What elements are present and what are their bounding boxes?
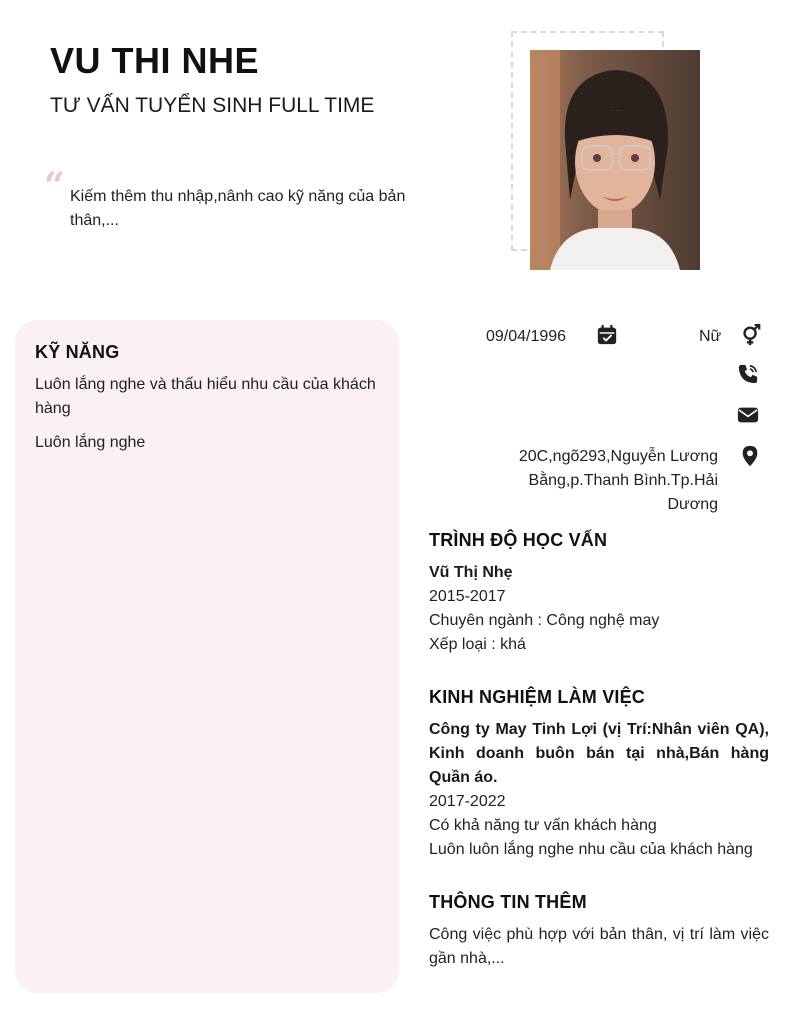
gender-icon bbox=[740, 324, 762, 346]
calendar-icon bbox=[596, 324, 618, 346]
education-major: Chuyên ngành : Công nghệ may bbox=[429, 612, 660, 629]
experience-detail: Luôn luôn lắng nghe nhu cầu của khách hàng bbox=[429, 841, 753, 858]
experience-period: 2017-2022 bbox=[429, 793, 506, 810]
experience-detail: Có khả năng tư vấn khách hàng bbox=[429, 817, 657, 834]
gender: Nữ bbox=[699, 328, 722, 345]
experience-company: Công ty May Tinh Lợi (vị Trí:Nhân viên QA), Kinh doanh buôn bán tại nhà,Bán hàng Quần áo. bbox=[429, 721, 769, 786]
skills-panel bbox=[15, 320, 399, 993]
address: 20C,ngõ293,Nguyễn Lương Bằng,p.Thanh Bình.Tp.Hải Dương bbox=[518, 448, 718, 513]
experience-section bbox=[429, 687, 769, 862]
career-objective: Kiếm thêm thu nhập,nânh cao kỹ năng của bản thân,... bbox=[70, 188, 406, 229]
education-title: TRÌNH ĐỘ HỌC VẤN bbox=[429, 530, 608, 550]
profile-photo bbox=[530, 50, 700, 270]
education-section bbox=[429, 530, 769, 657]
birthdate: 09/04/1996 bbox=[486, 328, 567, 345]
skills-title: KỸ NĂNG bbox=[35, 342, 120, 362]
candidate-name: VU THI NHE bbox=[50, 40, 260, 81]
skill-item: Luôn lắng nghe và thấu hiểu nhu cầu của khách hàng bbox=[35, 376, 376, 417]
education-period: 2015-2017 bbox=[429, 588, 506, 605]
skill-item: Luôn lắng nghe bbox=[35, 434, 146, 451]
additional-title: THÔNG TIN THÊM bbox=[429, 892, 587, 912]
education-grade: Xếp loại : khá bbox=[429, 636, 526, 653]
phone-icon bbox=[737, 363, 759, 385]
experience-title: KINH NGHIỆM LÀM VIỆC bbox=[429, 687, 646, 707]
quote-icon: “ bbox=[44, 165, 65, 207]
additional-section bbox=[429, 892, 769, 971]
additional-text: Công việc phù hợp với bản thân, vị trí làm việc gần nhà,... bbox=[429, 926, 769, 967]
job-position: TƯ VẤN TUYỂN SINH FULL TIME bbox=[50, 94, 375, 117]
location-icon bbox=[739, 445, 761, 467]
education-school: Vũ Thị Nhẹ bbox=[429, 564, 513, 581]
email-icon bbox=[737, 404, 759, 426]
